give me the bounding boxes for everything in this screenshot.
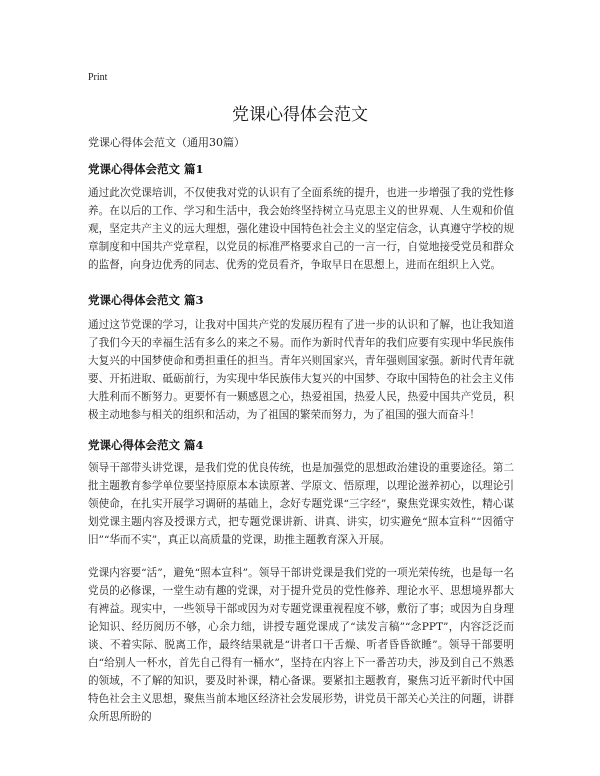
section-heading-1: 党课心得体会范文 篇1: [88, 162, 204, 176]
section-heading-3: 党课心得体会范文 篇3: [88, 293, 204, 307]
section-1-paragraph: 通过此次党课培训，不仅使我对党的认识有了全面系统的提升，也进一步增强了我的党性修养。在以后的工作、学习和生活中，我会始终坚持树立马克思主义的世界观、人生观和价值观，坚定共产主义的远大理想，强化建设中国特色社会主义的坚定信念，认真遵守学校的规章制度和中国共产党章程，以党员的标准严格要求自己的一言一行，自觉地接受党员和群众的监督，向身边优秀的同志、优秀的党员看齐，争取早日在思想上，进而在组织上入党。: [88, 187, 514, 271]
section-4-paragraph-1: 领导干部带头讲党课，是我们党的优良传统，也是加强党的思想政治建设的重要途径。第二批主题教育参学单位要坚持原原本本读原著、学原文、悟原理，以理论滋养初心，以理论引领使命，在扎实开展学习调研的基础上，念好专题党课“三字经”，聚焦党课实效性，精心谋划党课主题内容及授课方式，把专题党课讲新、讲真、讲实，切实避免“照本宣科”“因循守旧”“华而不实”，真正以高质量的党课，助推主题教育深入开展。: [88, 462, 514, 546]
section-4-paragraph-2: 党课内容要“活”，避免“照本宣科”。领导干部讲党课是我们党的一项光荣传统，也是每一名党员的必修课，一堂生动有趣的党课，对于提升党员的党性修养、理论水平、思想境界都大有裨益。现实中，一些领导干部或因为对专题党课重视程度不够，敷衍了事；或因为自身理论知识、经历阅历不够，心余力绌，讲授专题党课成了“读发言稿”“念PPT”，内容泛泛而谈、不着实际、脱离工作，最终结果就是“讲者口干舌燥、听者昏昏欲睡”。领导干部要明白“给别人一杯水，首先自己得有一桶水”，坚持在内容上下一番苦功夫，涉及到自己不熟悉的领域，不了解的知识，要及时补课，精心备课。要紧扣主题教育，聚焦习近平新时代中国特色社会主义思想，聚焦当前本地区经济社会发展形势，讲党员干部关心关注的问题，讲群众所思所盼的: [88, 567, 514, 723]
section-3-paragraph: 通过这节党课的学习，让我对中国共产党的发展历程有了进一步的认识和了解，也让我知道了我们今天的幸福生活有多么的来之不易。而作为新时代青年的我们应要有实现中华民族伟大复兴的中国梦使命和勇担重任的担当。青年兴则国家兴，青年强则国家强。新时代青年就要、开拓进取、砥砺前行，为实现中华民族伟大复兴的中国梦、夺取中国特色的社会主义伟大胜利而不断努力。更要怀有一颗感恩之心，热爱祖国，热爱人民，热爱中国共产党员，积极主动地参与相关的组织和活动，为了祖国的繁荣而努力，为了祖国的强大而奋斗！: [88, 319, 514, 421]
section-heading-4: 党课心得体会范文 篇4: [88, 438, 204, 452]
document-title: 党课心得体会范文: [232, 105, 368, 125]
print-label: Print: [88, 72, 108, 83]
document-subtitle: 党课心得体会范文（通用30篇）: [88, 136, 245, 149]
